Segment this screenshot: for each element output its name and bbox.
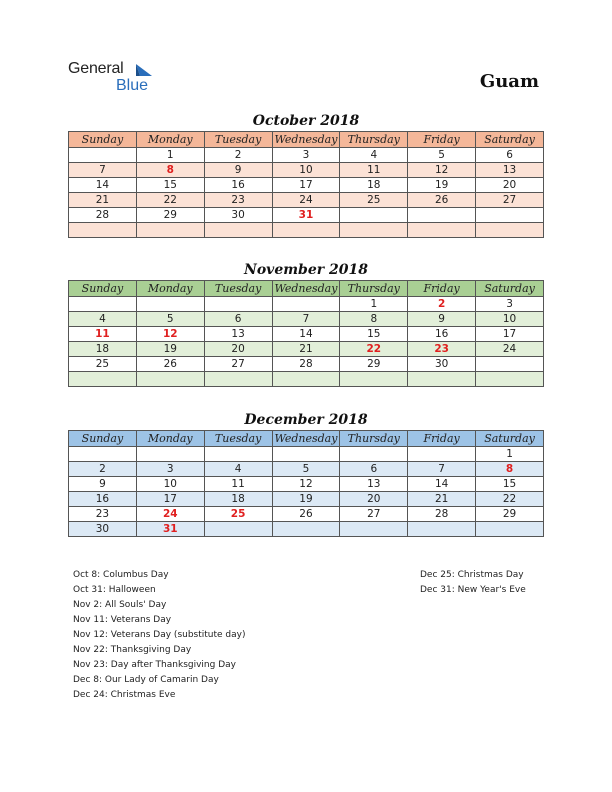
day-cell: 3 <box>476 297 544 312</box>
empty-day-cell <box>136 447 204 462</box>
day-cell: 24 <box>476 342 544 357</box>
empty-day-cell <box>476 208 544 223</box>
week-row <box>69 312 544 327</box>
holiday-list-left <box>73 568 246 703</box>
day-cell: 31 <box>136 522 204 537</box>
generalblue-logo <box>68 60 168 98</box>
day-cell: 26 <box>272 507 340 522</box>
weekday-header: Tuesday <box>204 281 272 297</box>
week-row <box>69 522 544 537</box>
day-cell: 15 <box>476 477 544 492</box>
day-cell: 12 <box>408 163 476 178</box>
holiday-item: Dec 31: New Year's Eve <box>420 585 526 595</box>
day-cell: 17 <box>476 327 544 342</box>
week-row <box>69 223 544 238</box>
empty-day-cell <box>136 372 204 387</box>
day-cell: 13 <box>340 477 408 492</box>
day-cell: 30 <box>69 522 137 537</box>
empty-day-cell <box>272 447 340 462</box>
day-cell: 12 <box>272 477 340 492</box>
day-cell: 11 <box>204 477 272 492</box>
month-december <box>68 410 544 537</box>
day-cell: 25 <box>204 507 272 522</box>
country-title: Guam <box>479 71 539 92</box>
empty-day-cell <box>204 372 272 387</box>
day-cell: 19 <box>272 492 340 507</box>
day-cell: 8 <box>136 163 204 178</box>
holiday-item: Nov 23: Day after Thanksgiving Day <box>73 660 236 670</box>
week-row <box>69 193 544 208</box>
day-cell: 18 <box>69 342 137 357</box>
day-cell: 9 <box>204 163 272 178</box>
empty-day-cell <box>69 447 137 462</box>
day-cell: 13 <box>476 163 544 178</box>
day-cell: 11 <box>69 327 137 342</box>
holiday-item: Nov 12: Veterans Day (substitute day) <box>73 630 246 640</box>
empty-day-cell <box>69 223 137 238</box>
month-title: October 2018 <box>252 113 360 129</box>
month-title: December 2018 <box>244 412 368 428</box>
logo-text-blue: Blue <box>116 77 149 94</box>
week-row <box>69 327 544 342</box>
empty-day-cell <box>476 357 544 372</box>
weekday-header: Friday <box>408 431 476 447</box>
day-cell: 10 <box>272 163 340 178</box>
day-cell: 5 <box>272 462 340 477</box>
weekday-header: Thursday <box>340 281 408 297</box>
weekday-header: Wednesday <box>272 431 340 447</box>
weekday-header: Saturday <box>476 431 544 447</box>
day-cell: 20 <box>476 178 544 193</box>
day-cell: 9 <box>408 312 476 327</box>
day-cell: 6 <box>204 312 272 327</box>
logo-triangle-icon <box>134 62 154 78</box>
day-cell: 10 <box>476 312 544 327</box>
week-row <box>69 492 544 507</box>
holiday-item: Nov 22: Thanksgiving Day <box>73 645 192 655</box>
week-row <box>69 163 544 178</box>
week-row <box>69 372 544 387</box>
day-cell: 26 <box>136 357 204 372</box>
day-cell: 13 <box>204 327 272 342</box>
weekday-header: Thursday <box>340 431 408 447</box>
weekday-header: Monday <box>136 132 204 148</box>
holiday-item: Dec 25: Christmas Day <box>420 570 524 580</box>
day-cell: 24 <box>136 507 204 522</box>
day-cell: 10 <box>136 477 204 492</box>
empty-day-cell <box>204 447 272 462</box>
day-cell: 17 <box>136 492 204 507</box>
day-cell: 21 <box>408 492 476 507</box>
empty-day-cell <box>272 372 340 387</box>
empty-day-cell <box>476 372 544 387</box>
week-row <box>69 477 544 492</box>
day-cell: 30 <box>204 208 272 223</box>
holiday-item: Oct 8: Columbus Day <box>73 570 169 580</box>
day-cell: 29 <box>476 507 544 522</box>
day-cell: 5 <box>408 148 476 163</box>
empty-day-cell <box>272 297 340 312</box>
day-cell: 7 <box>69 163 137 178</box>
day-cell: 28 <box>272 357 340 372</box>
empty-day-cell <box>476 522 544 537</box>
day-cell: 18 <box>340 178 408 193</box>
day-cell: 23 <box>408 342 476 357</box>
day-cell: 17 <box>272 178 340 193</box>
holiday-item: Nov 11: Veterans Day <box>73 615 172 625</box>
empty-day-cell <box>69 148 137 163</box>
empty-day-cell <box>408 522 476 537</box>
empty-day-cell <box>476 223 544 238</box>
day-cell: 22 <box>136 193 204 208</box>
empty-day-cell <box>408 447 476 462</box>
weekday-header: Sunday <box>69 281 137 297</box>
calendar-grid <box>68 131 544 238</box>
day-cell: 9 <box>69 477 137 492</box>
day-cell: 23 <box>204 193 272 208</box>
day-cell: 29 <box>340 357 408 372</box>
day-cell: 30 <box>408 357 476 372</box>
day-cell: 16 <box>69 492 137 507</box>
day-cell: 4 <box>204 462 272 477</box>
weekday-header: Friday <box>408 281 476 297</box>
day-cell: 21 <box>69 193 137 208</box>
empty-day-cell <box>340 372 408 387</box>
week-row <box>69 447 544 462</box>
day-cell: 14 <box>408 477 476 492</box>
day-cell: 8 <box>340 312 408 327</box>
empty-day-cell <box>69 372 137 387</box>
empty-day-cell <box>272 223 340 238</box>
weekday-header-row <box>69 431 544 447</box>
day-cell: 28 <box>408 507 476 522</box>
day-cell: 16 <box>204 178 272 193</box>
day-cell: 1 <box>136 148 204 163</box>
week-row <box>69 297 544 312</box>
day-cell: 11 <box>340 163 408 178</box>
day-cell: 12 <box>136 327 204 342</box>
day-cell: 6 <box>476 148 544 163</box>
empty-day-cell <box>340 208 408 223</box>
weekday-header: Saturday <box>476 132 544 148</box>
day-cell: 29 <box>136 208 204 223</box>
day-cell: 1 <box>476 447 544 462</box>
day-cell: 20 <box>340 492 408 507</box>
weekday-header: Sunday <box>69 431 137 447</box>
weekday-header: Tuesday <box>204 132 272 148</box>
week-row <box>69 148 544 163</box>
day-cell: 5 <box>136 312 204 327</box>
day-cell: 20 <box>204 342 272 357</box>
day-cell: 28 <box>69 208 137 223</box>
weekday-header: Monday <box>136 281 204 297</box>
day-cell: 14 <box>272 327 340 342</box>
empty-day-cell <box>69 297 137 312</box>
weekday-header: Friday <box>408 132 476 148</box>
empty-day-cell <box>204 223 272 238</box>
day-cell: 27 <box>340 507 408 522</box>
day-cell: 4 <box>69 312 137 327</box>
day-cell: 16 <box>408 327 476 342</box>
holiday-item: Nov 2: All Souls' Day <box>73 600 167 610</box>
day-cell: 26 <box>408 193 476 208</box>
day-cell: 24 <box>272 193 340 208</box>
empty-day-cell <box>408 223 476 238</box>
calendar-grid <box>68 430 544 537</box>
weekday-header: Wednesday <box>272 281 340 297</box>
holiday-item: Dec 24: Christmas Eve <box>73 690 176 700</box>
empty-day-cell <box>136 297 204 312</box>
day-cell: 23 <box>69 507 137 522</box>
holiday-list-right <box>420 568 526 598</box>
day-cell: 6 <box>340 462 408 477</box>
day-cell: 7 <box>272 312 340 327</box>
day-cell: 7 <box>408 462 476 477</box>
empty-day-cell <box>136 223 204 238</box>
empty-day-cell <box>408 372 476 387</box>
weekday-header: Thursday <box>340 132 408 148</box>
empty-day-cell <box>204 297 272 312</box>
day-cell: 25 <box>69 357 137 372</box>
day-cell: 22 <box>340 342 408 357</box>
calendar-grid <box>68 280 544 387</box>
week-row <box>69 342 544 357</box>
day-cell: 27 <box>204 357 272 372</box>
day-cell: 22 <box>476 492 544 507</box>
week-row <box>69 507 544 522</box>
day-cell: 18 <box>204 492 272 507</box>
day-cell: 15 <box>136 178 204 193</box>
weekday-header-row <box>69 281 544 297</box>
weekday-header: Wednesday <box>272 132 340 148</box>
weekday-header: Tuesday <box>204 431 272 447</box>
day-cell: 27 <box>476 193 544 208</box>
day-cell: 21 <box>272 342 340 357</box>
weekday-header: Sunday <box>69 132 137 148</box>
month-october <box>68 111 544 238</box>
day-cell: 2 <box>69 462 137 477</box>
empty-day-cell <box>340 522 408 537</box>
day-cell: 19 <box>408 178 476 193</box>
day-cell: 15 <box>340 327 408 342</box>
holiday-item: Oct 31: Halloween <box>73 585 156 595</box>
weekday-header-row <box>69 132 544 148</box>
day-cell: 1 <box>340 297 408 312</box>
day-cell: 19 <box>136 342 204 357</box>
day-cell: 31 <box>272 208 340 223</box>
week-row <box>69 208 544 223</box>
day-cell: 2 <box>408 297 476 312</box>
month-november <box>68 260 544 387</box>
week-row <box>69 178 544 193</box>
logo-text-general: General <box>68 60 124 77</box>
empty-day-cell <box>272 522 340 537</box>
week-row <box>69 462 544 477</box>
month-title: November 2018 <box>244 262 368 278</box>
day-cell: 14 <box>69 178 137 193</box>
empty-day-cell <box>204 522 272 537</box>
day-cell: 25 <box>340 193 408 208</box>
empty-day-cell <box>408 208 476 223</box>
day-cell: 8 <box>476 462 544 477</box>
day-cell: 3 <box>272 148 340 163</box>
day-cell: 2 <box>204 148 272 163</box>
day-cell: 4 <box>340 148 408 163</box>
holiday-item: Dec 8: Our Lady of Camarin Day <box>73 675 219 685</box>
day-cell: 3 <box>136 462 204 477</box>
weekday-header: Monday <box>136 431 204 447</box>
week-row <box>69 357 544 372</box>
weekday-header: Saturday <box>476 281 544 297</box>
empty-day-cell <box>340 447 408 462</box>
empty-day-cell <box>340 223 408 238</box>
